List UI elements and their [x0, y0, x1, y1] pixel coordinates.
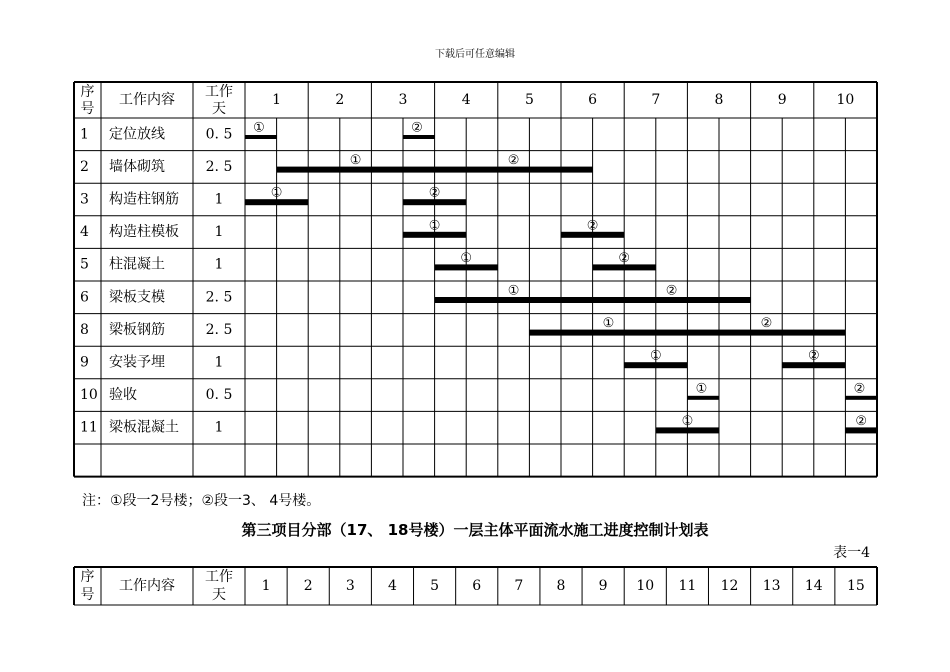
table1-day-number: 5: [524, 92, 534, 108]
gantt-bar-label: ①: [681, 413, 694, 429]
table1-day-number: 8: [714, 92, 724, 108]
table1-row-days: 0. 5: [205, 387, 233, 404]
table1-day-number: 7: [651, 92, 661, 108]
table2-day-number: 8: [556, 578, 566, 594]
table1-row-days: 1: [214, 354, 224, 371]
table1-row-content: 梁板钢筋: [109, 321, 165, 338]
table1-day-number: 9: [777, 92, 787, 108]
table1-row-seq: 4: [80, 224, 89, 241]
table1-row-seq: 11: [80, 419, 98, 436]
header-note: 下载后可任意编辑: [435, 49, 515, 60]
table2-day-number: 15: [847, 578, 865, 594]
gantt-bar: [245, 135, 277, 139]
table1-header-days: 工作: [205, 84, 233, 100]
table1-day-number: 4: [461, 92, 471, 108]
table2-title: 第三项目分部（17、 18号楼）一层主体平面流水施工进度控制计划表: [241, 521, 709, 539]
table1-day-number: 10: [836, 92, 855, 108]
table1-row-seq: 10: [80, 387, 98, 404]
table1-row-days: 1: [214, 419, 224, 436]
table2-day-number: 6: [472, 578, 482, 594]
table1-row-content: 柱混凝土: [109, 256, 165, 273]
gantt-bar-label: ②: [807, 348, 820, 364]
table1-row-days: 0. 5: [205, 126, 233, 143]
table1-row-days: 1: [214, 256, 224, 273]
gantt-bar-label: ②: [665, 283, 678, 299]
gantt-bar-label: ②: [586, 218, 599, 234]
table2-day-number: 9: [598, 578, 608, 594]
table1-row-content: 梁板支模: [109, 289, 165, 306]
table2-day-number: 1: [261, 578, 271, 594]
table1-row-seq: 8: [80, 321, 89, 338]
gantt-bar-label: ②: [853, 381, 866, 397]
table1-header-seq: 号: [80, 101, 95, 117]
table2-header-seq: 号: [80, 587, 95, 603]
table1-row-days: 2. 5: [205, 158, 233, 175]
table1-row-days: 1: [214, 224, 224, 241]
table1-header-seq: 序: [80, 84, 95, 100]
table1-row-seq: 9: [80, 354, 89, 371]
table2-header-seq: 序: [80, 569, 95, 585]
table1-row-content: 验收: [109, 387, 137, 404]
table1-day-number: 3: [398, 92, 408, 108]
table1-row-content: 定位放线: [109, 126, 165, 143]
table1-row-seq: 2: [80, 158, 89, 175]
gantt-bar-label: ②: [855, 413, 868, 429]
table2-day-number: 10: [636, 578, 655, 594]
table2-day-number: 7: [514, 578, 524, 594]
table1-row-seq: 6: [80, 289, 89, 306]
table2-header-content: 工作内容: [119, 578, 175, 594]
gantt-bar-label: ①: [349, 153, 362, 169]
gantt-bar-label: ②: [507, 153, 520, 169]
table1-day-number: 6: [588, 92, 598, 108]
table1-row-seq: 1: [80, 126, 89, 143]
table2-header-days: 工作: [205, 569, 233, 585]
table-number: 表一4: [833, 545, 870, 561]
gantt-bar-label: ①: [253, 120, 265, 136]
table1-day-number: 1: [272, 92, 282, 108]
table2-day-number: 5: [430, 578, 440, 594]
table2-day-number: 2: [303, 578, 313, 594]
table2-day-number: 13: [762, 578, 781, 594]
gantt-bar-label: ①: [649, 348, 662, 364]
gantt-bar-label: ②: [760, 316, 773, 332]
table2-day-number: 12: [720, 578, 739, 594]
table2-day-number: 14: [804, 578, 823, 594]
gantt-bar: [687, 396, 719, 400]
table2-day-number: 3: [345, 578, 355, 594]
table1-day-number: 2: [335, 92, 345, 108]
table1-row-days: 1: [214, 191, 224, 208]
gantt-bar-label: ②: [618, 250, 631, 266]
table1-row-content: 构造柱钢筋: [109, 191, 179, 208]
gantt-bar-label: ①: [507, 283, 520, 299]
gantt-bar-label: ①: [270, 185, 283, 201]
table1-row-content: 安装予埋: [109, 354, 165, 371]
gantt-bar-label: ①: [428, 218, 441, 234]
table1-header-days: 天: [212, 101, 226, 117]
gantt-bar-label: ②: [411, 120, 423, 136]
table1-row-days: 2. 5: [205, 289, 233, 306]
table2-header-days: 天: [212, 587, 226, 603]
table1-row-content: 墙体砌筑: [109, 158, 165, 175]
table1-row-seq: 5: [80, 256, 89, 273]
table1-row-content: 构造柱模板: [109, 224, 179, 241]
gantt-bar: [845, 396, 877, 400]
gantt-bar: [403, 135, 435, 139]
table1-row-seq: 3: [80, 191, 89, 208]
table1-row-days: 2. 5: [205, 321, 233, 338]
table2-day-number: 11: [678, 578, 697, 594]
gantt-bar-label: ①: [695, 381, 708, 397]
table2-day-number: 4: [388, 578, 397, 594]
legend-note: 注：①段一2号楼；②段一3、 4号楼。: [82, 493, 321, 509]
table1-row-content: 梁板混凝土: [109, 419, 179, 436]
table1-header-content: 工作内容: [119, 92, 175, 108]
gantt-bar-label: ②: [428, 185, 441, 201]
gantt-bar-label: ①: [460, 250, 473, 266]
gantt-bar-label: ①: [602, 316, 615, 332]
